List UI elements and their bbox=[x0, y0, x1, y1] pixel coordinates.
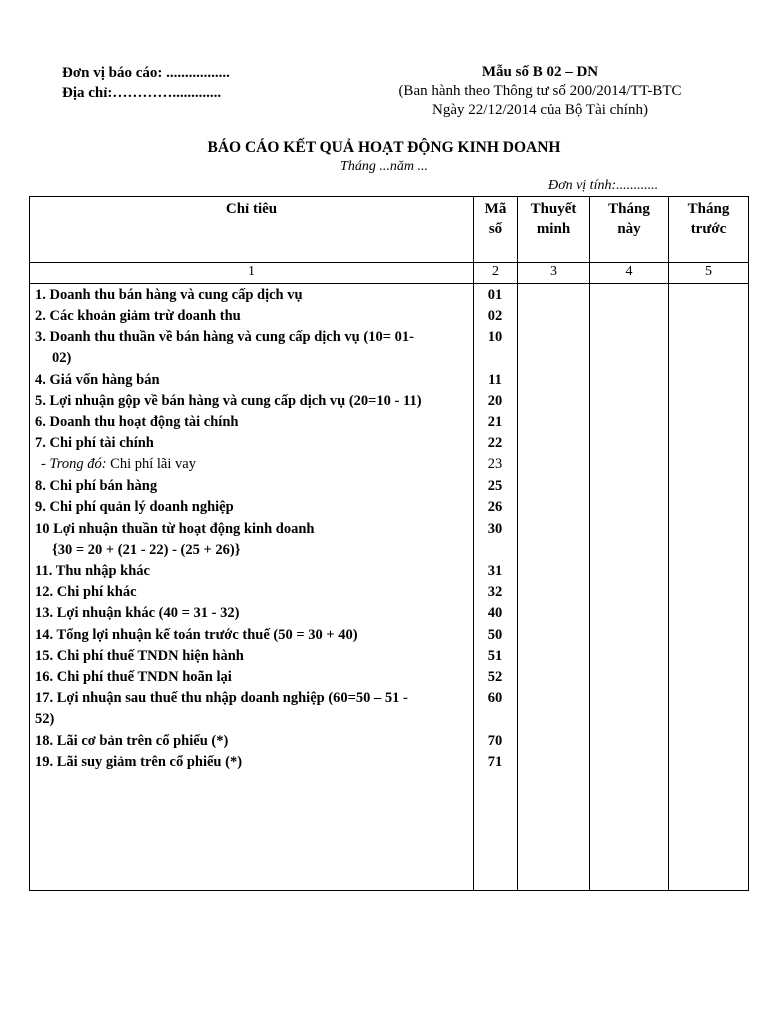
row-code-70: 70 bbox=[487, 733, 503, 749]
row-label: 18. Lãi cơ bản trên cổ phiếu (*) bbox=[35, 733, 229, 749]
row-label-continuation: {30 = 20 + (21 - 22) - (25 + 26)} bbox=[52, 542, 241, 558]
row-code-23: 23 bbox=[487, 456, 503, 472]
header-prev-month-line2: trước bbox=[690, 221, 727, 237]
table-row-10 bbox=[35, 327, 472, 369]
header-this-month bbox=[590, 199, 668, 239]
row-label-continuation: 02) bbox=[52, 350, 72, 366]
table-row-11 bbox=[35, 370, 472, 391]
issued-by-line1: (Ban hành theo Thông tư số 200/2014/TT-BTC bbox=[398, 83, 682, 99]
row-label: 1. Doanh thu bán hàng và cung cấp dịch vụ bbox=[35, 287, 303, 303]
row-label: 8. Chi phí bán hàng bbox=[35, 478, 158, 494]
row-label: 13. Lợi nhuận khác (40 = 31 - 32) bbox=[35, 605, 240, 621]
header-this-month-line2: này bbox=[617, 221, 641, 237]
form-info-header bbox=[360, 63, 720, 120]
table-row-60 bbox=[35, 688, 472, 730]
row-label: 12. Chi phí khác bbox=[35, 584, 137, 600]
row-label: 15. Chi phí thuế TNDN hiện hành bbox=[35, 648, 244, 664]
header-prev-month-line1: Tháng bbox=[687, 201, 730, 217]
column-number-bottom-border bbox=[29, 283, 749, 284]
table-row-20 bbox=[35, 391, 472, 412]
row-label: Chi phí lãi vay bbox=[110, 456, 196, 472]
row-code-21: 21 bbox=[487, 414, 503, 430]
table-row-23 bbox=[35, 454, 478, 475]
column-number-5: 5 bbox=[705, 264, 712, 279]
header-indicator: Chỉ tiêu bbox=[225, 201, 278, 217]
table-bottom-border bbox=[29, 890, 749, 891]
table-row-26 bbox=[35, 497, 472, 518]
row-code-52: 52 bbox=[487, 669, 503, 685]
form-number: Mẫu số B 02 – DN bbox=[481, 64, 599, 80]
table-top-border bbox=[29, 196, 749, 197]
row-label: 10 Lợi nhuận thuần từ hoạt động kinh doanh bbox=[35, 521, 315, 537]
row-code-71: 71 bbox=[487, 754, 503, 770]
row-label: 3. Doanh thu thuần về bán hàng và cung cấp dịch vụ (10= 01- bbox=[35, 329, 414, 345]
header-prev-month bbox=[669, 199, 748, 239]
table-row-22 bbox=[35, 433, 472, 454]
table-row-25 bbox=[35, 476, 472, 497]
row-label: 19. Lãi suy giảm trên cổ phiếu (*) bbox=[35, 754, 243, 770]
table-row-02 bbox=[35, 306, 472, 327]
row-code-51: 51 bbox=[487, 648, 503, 664]
column-number-2: 2 bbox=[492, 264, 499, 279]
reporting-unit-header bbox=[62, 63, 230, 103]
table-row-52 bbox=[35, 667, 472, 688]
row-code-60: 60 bbox=[487, 690, 503, 706]
header-code-line1: Mã bbox=[484, 201, 507, 217]
header-note-line1: Thuyết bbox=[530, 201, 577, 217]
table-row-21 bbox=[35, 412, 472, 433]
row-code-26: 26 bbox=[487, 499, 503, 515]
row-label: 5. Lợi nhuận gộp về bán hàng và cung cấp dịch vụ (20=10 - 11) bbox=[35, 393, 422, 409]
org-unit-line: Đơn vị báo cáo: ................. bbox=[62, 65, 230, 81]
row-label-continuation: 52) bbox=[35, 711, 55, 727]
row-label: 7. Chi phí tài chính bbox=[35, 435, 154, 451]
report-title: BÁO CÁO KẾT QUẢ HOẠT ĐỘNG KINH DOANH bbox=[207, 139, 561, 156]
row-label-prefix: - Trong đó: bbox=[41, 456, 107, 472]
header-code bbox=[474, 199, 517, 239]
table-row-30 bbox=[35, 519, 472, 561]
row-label: 11. Thu nhập khác bbox=[35, 563, 150, 579]
row-code-20: 20 bbox=[487, 393, 503, 409]
row-code-40: 40 bbox=[487, 605, 503, 621]
table-right-border bbox=[748, 196, 749, 891]
row-code-50: 50 bbox=[487, 627, 503, 643]
row-label: 6. Doanh thu hoạt động tài chính bbox=[35, 414, 239, 430]
table-row-51 bbox=[35, 646, 472, 667]
column-divider-this-month bbox=[589, 196, 590, 891]
row-label: 2. Các khoản giảm trừ doanh thu bbox=[35, 308, 241, 324]
row-code-31: 31 bbox=[487, 563, 503, 579]
report-period: Tháng ...năm ... bbox=[340, 159, 428, 174]
header-this-month-line1: Tháng bbox=[608, 201, 650, 217]
table-row-50 bbox=[35, 625, 472, 646]
row-label: 4. Giá vốn hàng bán bbox=[35, 372, 160, 388]
column-number-3: 3 bbox=[550, 264, 557, 279]
column-number-1: 1 bbox=[248, 264, 255, 279]
row-label: 9. Chi phí quản lý doanh nghiệp bbox=[35, 499, 234, 515]
row-code-22: 22 bbox=[487, 435, 503, 451]
header-note bbox=[518, 199, 589, 239]
row-code-30: 30 bbox=[487, 521, 503, 537]
row-code-11: 11 bbox=[488, 372, 502, 388]
table-row-32 bbox=[35, 582, 472, 603]
table-row-70 bbox=[35, 731, 472, 752]
header-note-line2: minh bbox=[536, 221, 571, 237]
row-code-02: 02 bbox=[487, 308, 503, 324]
table-left-border bbox=[29, 196, 30, 891]
row-label: 17. Lợi nhuận sau thuế thu nhập doanh nghiệp (60=50 – 51 - bbox=[35, 690, 408, 706]
column-divider-prev-month bbox=[668, 196, 669, 891]
row-label: 14. Tổng lợi nhuận kế toán trước thuế (50 = 30 + 40) bbox=[35, 627, 358, 643]
row-code-01: 01 bbox=[487, 287, 503, 303]
row-code-32: 32 bbox=[487, 584, 503, 600]
table-row-31 bbox=[35, 561, 472, 582]
column-number-4: 4 bbox=[625, 264, 633, 279]
currency-unit: Đơn vị tính:............ bbox=[548, 178, 659, 193]
row-code-25: 25 bbox=[487, 478, 503, 494]
row-label: 16. Chi phí thuế TNDN hoãn lại bbox=[35, 669, 232, 685]
address-line: Địa chỉ:…………............. bbox=[62, 85, 222, 101]
column-divider-note bbox=[517, 196, 518, 891]
header-code-line2: số bbox=[488, 221, 503, 237]
table-row-01 bbox=[35, 285, 472, 306]
row-code-10: 10 bbox=[487, 329, 503, 345]
table-row-71 bbox=[35, 752, 472, 773]
issued-by-line2: Ngày 22/12/2014 của Bộ Tài chính) bbox=[432, 102, 648, 118]
table-row-40 bbox=[35, 603, 472, 624]
